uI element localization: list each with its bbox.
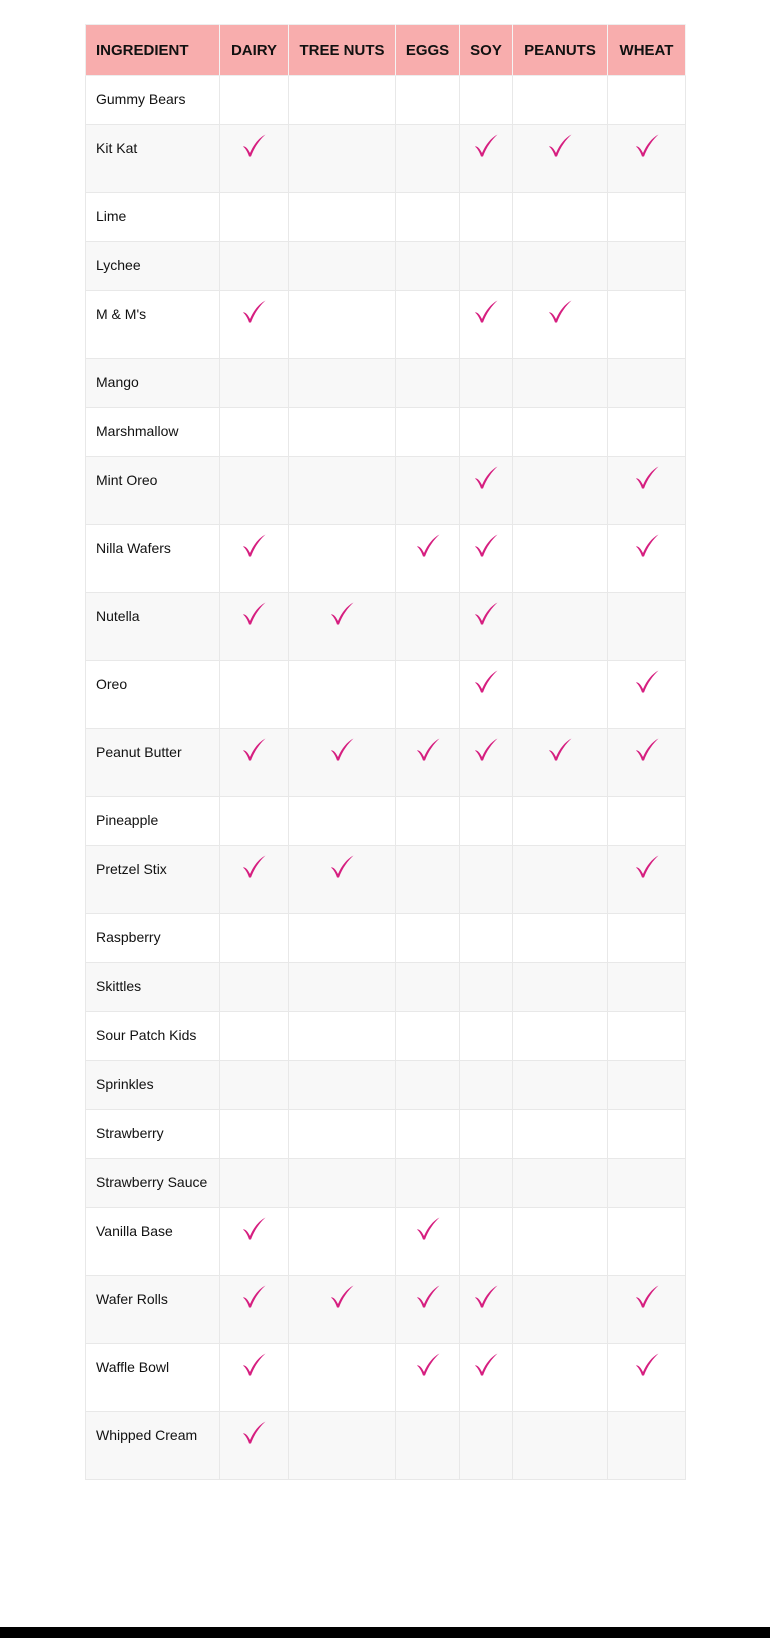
allergen-cell-eggs: [396, 1344, 460, 1412]
allergen-cell-dairy: [220, 125, 289, 193]
ingredient-name: Waffle Bowl: [86, 1344, 220, 1412]
allergen-cell-soy: [460, 1061, 513, 1110]
checkmark-icon: [634, 854, 660, 880]
ingredient-name: Marshmallow: [86, 408, 220, 457]
table-row: [86, 408, 686, 457]
allergen-cell-dairy: [220, 408, 289, 457]
table-row: [86, 729, 686, 797]
checkmark-icon: [547, 133, 573, 159]
header-wheat: WHEAT: [608, 25, 686, 76]
ingredient-name: M & M's: [86, 291, 220, 359]
allergen-cell-peanuts: [513, 846, 608, 914]
table-row: [86, 1276, 686, 1344]
checkmark-icon: [241, 133, 267, 159]
ingredient-name: Lime: [86, 193, 220, 242]
checkmark-icon: [473, 1284, 499, 1310]
allergen-cell-eggs: [396, 457, 460, 525]
allergen-cell-wheat: [608, 193, 686, 242]
allergen-cell-treenuts: [289, 76, 396, 125]
allergen-cell-peanuts: [513, 1159, 608, 1208]
allergen-cell-dairy: [220, 359, 289, 408]
table-row: [86, 291, 686, 359]
allergen-cell-treenuts: [289, 729, 396, 797]
allergen-cell-wheat: [608, 593, 686, 661]
allergen-cell-soy: [460, 846, 513, 914]
checkmark-icon: [241, 533, 267, 559]
allergen-cell-treenuts: [289, 359, 396, 408]
allergen-cell-eggs: [396, 1208, 460, 1276]
ingredient-name: Strawberry: [86, 1110, 220, 1159]
table-row: [86, 125, 686, 193]
checkmark-icon: [473, 601, 499, 627]
checkmark-icon: [241, 854, 267, 880]
ingredient-name: Whipped Cream: [86, 1412, 220, 1480]
ingredient-name: Pretzel Stix: [86, 846, 220, 914]
allergen-cell-treenuts: [289, 1061, 396, 1110]
allergen-cell-peanuts: [513, 661, 608, 729]
ingredient-name: Pineapple: [86, 797, 220, 846]
checkmark-icon: [415, 1216, 441, 1242]
allergen-cell-wheat: [608, 125, 686, 193]
ingredient-name: Mango: [86, 359, 220, 408]
allergen-cell-wheat: [608, 914, 686, 963]
ingredient-name: Peanut Butter: [86, 729, 220, 797]
allergen-cell-treenuts: [289, 1159, 396, 1208]
allergen-cell-treenuts: [289, 661, 396, 729]
allergen-cell-wheat: [608, 963, 686, 1012]
allergen-cell-soy: [460, 76, 513, 125]
checkmark-icon: [241, 1284, 267, 1310]
allergen-cell-peanuts: [513, 1208, 608, 1276]
checkmark-icon: [634, 1352, 660, 1378]
allergen-cell-treenuts: [289, 1012, 396, 1061]
checkmark-icon: [241, 299, 267, 325]
checkmark-icon: [634, 465, 660, 491]
table-row: [86, 525, 686, 593]
allergen-cell-soy: [460, 729, 513, 797]
allergen-cell-wheat: [608, 1110, 686, 1159]
ingredient-name: Oreo: [86, 661, 220, 729]
allergen-cell-dairy: [220, 729, 289, 797]
checkmark-icon: [473, 133, 499, 159]
allergen-cell-dairy: [220, 1276, 289, 1344]
allergen-cell-wheat: [608, 76, 686, 125]
allergen-cell-eggs: [396, 797, 460, 846]
allergen-cell-eggs: [396, 242, 460, 291]
table-row: [86, 76, 686, 125]
allergen-cell-soy: [460, 242, 513, 291]
table-row: [86, 457, 686, 525]
ingredient-name: Sprinkles: [86, 1061, 220, 1110]
allergen-cell-dairy: [220, 661, 289, 729]
checkmark-icon: [473, 1352, 499, 1378]
allergen-cell-dairy: [220, 1110, 289, 1159]
checkmark-icon: [634, 669, 660, 695]
allergen-cell-eggs: [396, 729, 460, 797]
allergen-cell-soy: [460, 1012, 513, 1061]
header-peanuts: PEANUTS: [513, 25, 608, 76]
ingredient-name: Kit Kat: [86, 125, 220, 193]
allergen-cell-soy: [460, 1208, 513, 1276]
allergen-cell-wheat: [608, 408, 686, 457]
allergen-cell-treenuts: [289, 525, 396, 593]
table-row: [86, 1208, 686, 1276]
table-body: [86, 76, 686, 1480]
allergen-cell-peanuts: [513, 729, 608, 797]
ingredient-name: Lychee: [86, 242, 220, 291]
allergen-cell-wheat: [608, 457, 686, 525]
table-row: [86, 1159, 686, 1208]
allergen-cell-peanuts: [513, 593, 608, 661]
table-row: [86, 661, 686, 729]
table-row: [86, 359, 686, 408]
checkmark-icon: [415, 1352, 441, 1378]
allergen-cell-peanuts: [513, 291, 608, 359]
allergen-cell-soy: [460, 457, 513, 525]
checkmark-icon: [634, 737, 660, 763]
allergen-cell-wheat: [608, 1276, 686, 1344]
allergen-cell-peanuts: [513, 125, 608, 193]
allergen-cell-wheat: [608, 1061, 686, 1110]
allergen-cell-eggs: [396, 1276, 460, 1344]
allergen-cell-peanuts: [513, 76, 608, 125]
table-row: [86, 1344, 686, 1412]
allergen-cell-peanuts: [513, 1110, 608, 1159]
table-row: [86, 1110, 686, 1159]
ingredient-name: Nilla Wafers: [86, 525, 220, 593]
allergen-cell-dairy: [220, 242, 289, 291]
table-row: [86, 193, 686, 242]
checkmark-icon: [329, 1284, 355, 1310]
allergen-cell-dairy: [220, 797, 289, 846]
allergen-cell-dairy: [220, 291, 289, 359]
allergen-cell-wheat: [608, 1159, 686, 1208]
allergen-cell-soy: [460, 359, 513, 408]
allergen-cell-soy: [460, 1110, 513, 1159]
allergen-cell-wheat: [608, 359, 686, 408]
allergen-cell-treenuts: [289, 193, 396, 242]
allergen-cell-peanuts: [513, 457, 608, 525]
allergen-cell-dairy: [220, 457, 289, 525]
checkmark-icon: [473, 737, 499, 763]
allergen-cell-treenuts: [289, 1110, 396, 1159]
table-row: [86, 797, 686, 846]
header-soy: SOY: [460, 25, 513, 76]
allergen-cell-dairy: [220, 1412, 289, 1480]
allergen-cell-peanuts: [513, 525, 608, 593]
allergen-cell-wheat: [608, 661, 686, 729]
checkmark-icon: [415, 1284, 441, 1310]
allergen-cell-wheat: [608, 242, 686, 291]
allergen-cell-soy: [460, 125, 513, 193]
allergen-cell-dairy: [220, 1012, 289, 1061]
allergen-cell-eggs: [396, 1061, 460, 1110]
allergen-cell-soy: [460, 193, 513, 242]
allergen-cell-dairy: [220, 1159, 289, 1208]
allergen-cell-soy: [460, 661, 513, 729]
ingredient-name: Gummy Bears: [86, 76, 220, 125]
checkmark-icon: [473, 669, 499, 695]
allergen-cell-eggs: [396, 125, 460, 193]
allergen-cell-eggs: [396, 914, 460, 963]
table-row: [86, 1412, 686, 1480]
table-row: [86, 593, 686, 661]
allergen-cell-peanuts: [513, 408, 608, 457]
allergen-cell-soy: [460, 1344, 513, 1412]
allergen-cell-peanuts: [513, 242, 608, 291]
allergen-cell-eggs: [396, 408, 460, 457]
table-row: [86, 1061, 686, 1110]
checkmark-icon: [329, 737, 355, 763]
allergen-cell-dairy: [220, 193, 289, 242]
table-row: [86, 914, 686, 963]
allergen-cell-dairy: [220, 1208, 289, 1276]
table-row: [86, 1012, 686, 1061]
allergen-cell-wheat: [608, 1208, 686, 1276]
allergen-cell-soy: [460, 797, 513, 846]
checkmark-icon: [241, 1352, 267, 1378]
allergen-cell-wheat: [608, 525, 686, 593]
allergen-cell-peanuts: [513, 1344, 608, 1412]
allergen-cell-treenuts: [289, 1208, 396, 1276]
allergen-cell-dairy: [220, 525, 289, 593]
allergen-cell-peanuts: [513, 797, 608, 846]
allergen-cell-peanuts: [513, 1276, 608, 1344]
checkmark-icon: [473, 465, 499, 491]
allergen-cell-dairy: [220, 593, 289, 661]
allergen-cell-dairy: [220, 914, 289, 963]
allergen-cell-peanuts: [513, 359, 608, 408]
allergen-cell-peanuts: [513, 1061, 608, 1110]
allergen-cell-treenuts: [289, 457, 396, 525]
allergen-cell-treenuts: [289, 408, 396, 457]
allergen-cell-treenuts: [289, 1344, 396, 1412]
allergen-cell-treenuts: [289, 846, 396, 914]
allergen-cell-soy: [460, 593, 513, 661]
ingredient-name: Strawberry Sauce: [86, 1159, 220, 1208]
header-ingredient: INGREDIENT: [86, 25, 220, 76]
allergen-cell-soy: [460, 1276, 513, 1344]
ingredient-name: Mint Oreo: [86, 457, 220, 525]
allergen-cell-soy: [460, 1159, 513, 1208]
ingredient-name: Wafer Rolls: [86, 1276, 220, 1344]
checkmark-icon: [329, 601, 355, 627]
allergen-cell-treenuts: [289, 1412, 396, 1480]
allergen-cell-treenuts: [289, 291, 396, 359]
allergen-cell-peanuts: [513, 963, 608, 1012]
allergen-cell-eggs: [396, 291, 460, 359]
allergen-cell-wheat: [608, 1012, 686, 1061]
allergen-cell-peanuts: [513, 1412, 608, 1480]
checkmark-icon: [634, 1284, 660, 1310]
header-dairy: DAIRY: [220, 25, 289, 76]
ingredient-name: Vanilla Base: [86, 1208, 220, 1276]
allergen-cell-eggs: [396, 193, 460, 242]
ingredient-name: Nutella: [86, 593, 220, 661]
checkmark-icon: [241, 737, 267, 763]
allergen-cell-eggs: [396, 661, 460, 729]
checkmark-icon: [329, 854, 355, 880]
bottom-bar: [0, 1627, 770, 1638]
allergen-cell-eggs: [396, 846, 460, 914]
table-row: [86, 846, 686, 914]
ingredient-name: Skittles: [86, 963, 220, 1012]
allergen-cell-wheat: [608, 797, 686, 846]
checkmark-icon: [241, 601, 267, 627]
allergen-cell-treenuts: [289, 593, 396, 661]
allergen-cell-eggs: [396, 593, 460, 661]
allergen-cell-wheat: [608, 846, 686, 914]
allergen-cell-treenuts: [289, 963, 396, 1012]
checkmark-icon: [634, 133, 660, 159]
allergen-cell-eggs: [396, 1159, 460, 1208]
allergen-cell-peanuts: [513, 1012, 608, 1061]
allergen-cell-eggs: [396, 963, 460, 1012]
checkmark-icon: [634, 533, 660, 559]
ingredient-name: Sour Patch Kids: [86, 1012, 220, 1061]
table-row: [86, 963, 686, 1012]
checkmark-icon: [473, 533, 499, 559]
allergen-cell-dairy: [220, 963, 289, 1012]
header-row: [86, 25, 686, 76]
allergen-cell-eggs: [396, 1012, 460, 1061]
allergen-table: [85, 24, 686, 1480]
table-row: [86, 242, 686, 291]
allergen-cell-treenuts: [289, 125, 396, 193]
allergen-cell-soy: [460, 914, 513, 963]
allergen-cell-soy: [460, 408, 513, 457]
allergen-cell-peanuts: [513, 914, 608, 963]
checkmark-icon: [547, 737, 573, 763]
allergen-cell-soy: [460, 291, 513, 359]
checkmark-icon: [241, 1420, 267, 1446]
allergen-cell-treenuts: [289, 797, 396, 846]
allergen-cell-treenuts: [289, 1276, 396, 1344]
allergen-cell-soy: [460, 525, 513, 593]
allergen-cell-peanuts: [513, 193, 608, 242]
header-eggs: EGGS: [396, 25, 460, 76]
allergen-cell-soy: [460, 963, 513, 1012]
allergen-cell-wheat: [608, 1412, 686, 1480]
allergen-cell-eggs: [396, 1110, 460, 1159]
checkmark-icon: [415, 737, 441, 763]
checkmark-icon: [547, 299, 573, 325]
allergen-cell-dairy: [220, 1344, 289, 1412]
allergen-cell-eggs: [396, 1412, 460, 1480]
allergen-cell-soy: [460, 1412, 513, 1480]
allergen-cell-dairy: [220, 1061, 289, 1110]
allergen-cell-dairy: [220, 846, 289, 914]
allergen-cell-treenuts: [289, 242, 396, 291]
allergen-cell-wheat: [608, 291, 686, 359]
allergen-cell-wheat: [608, 1344, 686, 1412]
checkmark-icon: [415, 533, 441, 559]
allergen-cell-wheat: [608, 729, 686, 797]
header-tree-nuts: TREE NUTS: [289, 25, 396, 76]
allergen-cell-eggs: [396, 359, 460, 408]
allergen-cell-eggs: [396, 525, 460, 593]
checkmark-icon: [473, 299, 499, 325]
allergen-cell-treenuts: [289, 914, 396, 963]
allergen-cell-eggs: [396, 76, 460, 125]
checkmark-icon: [241, 1216, 267, 1242]
ingredient-name: Raspberry: [86, 914, 220, 963]
allergen-cell-dairy: [220, 76, 289, 125]
